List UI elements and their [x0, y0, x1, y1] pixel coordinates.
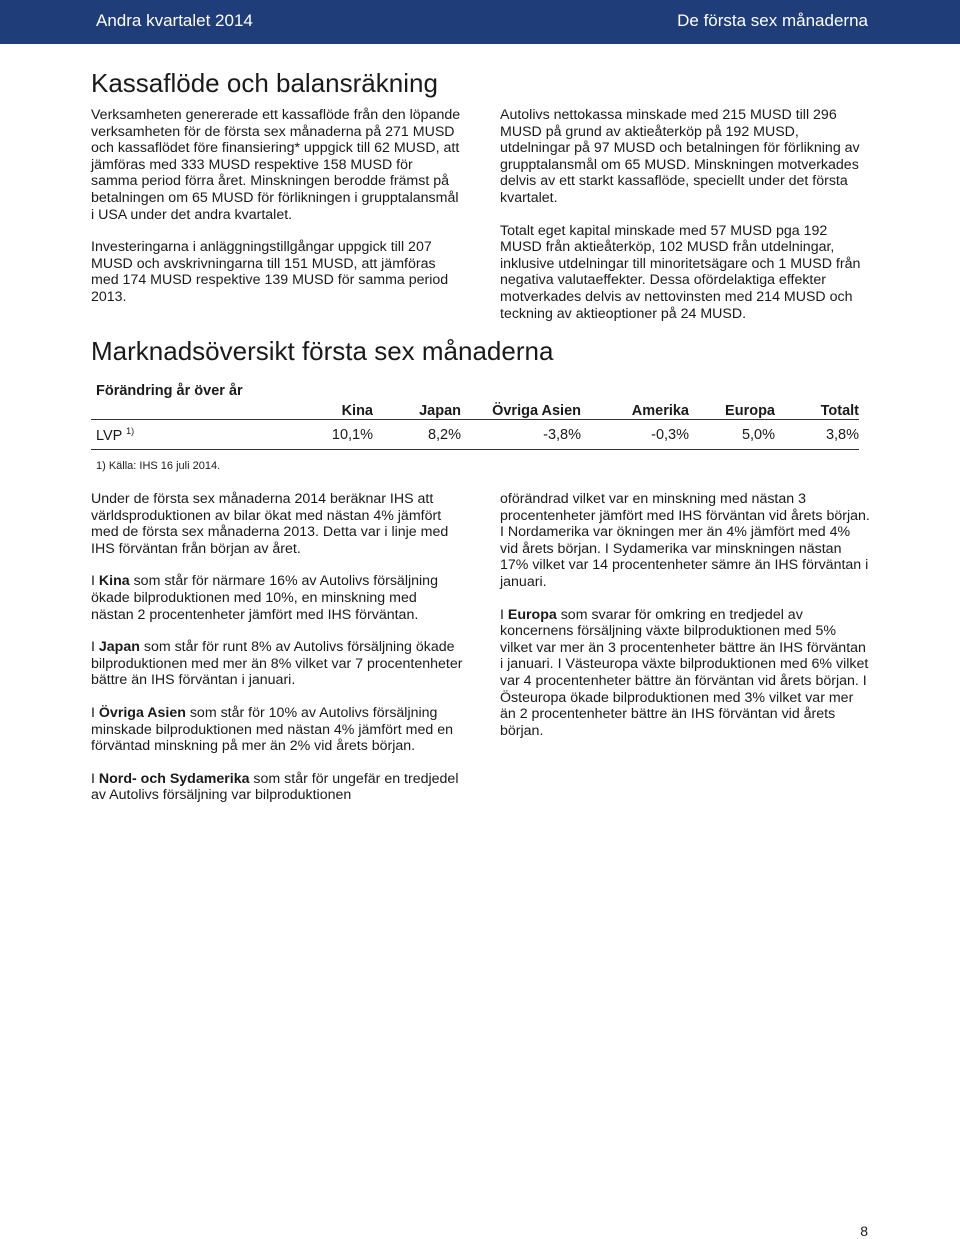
header-bar	[0, 0, 960, 44]
section-title-market: Marknadsöversikt första sex månaderna	[91, 336, 554, 366]
table-cell-ovriga-asien: -3,8%	[461, 420, 581, 450]
table-cell-japan: 8,2%	[373, 420, 461, 450]
market-change-table	[91, 398, 859, 450]
region-name-japan: Japan	[98, 639, 140, 656]
paragraph-europa	[500, 607, 872, 740]
page-number: 8	[860, 1223, 868, 1239]
column-header-kina: Kina	[211, 398, 373, 420]
table-cell-kina: 10,1%	[211, 420, 373, 450]
region-name-ovriga-asien: Övriga Asien	[98, 704, 186, 721]
footnote-marker: 1)	[126, 425, 135, 436]
paragraph-body: som står för ungefär en tredjedel av Autolivs försäljning var bilproduktionen	[91, 770, 459, 804]
region-name-europa: Europa	[507, 606, 557, 623]
paragraph-body: som står för närmare 16% av Autolivs försäljning ökade bilproduktionen med 10%, en minskning med nästan 2 procentenheter jämfört med IHS förväntan.	[91, 573, 438, 623]
table-row	[91, 420, 859, 450]
paragraph-body: som svarar för omkring en tredjedel av koncernens försäljning växte bilproduktionen med 5% vilket var mer än 3 procentenheter bättre än IHS förväntan i januari. I Västeuropa växte bilproduktionen med 6% vilket var 4 procentenheter bättre än förväntan vid årets början. I Östeuropa ökade bilproduktionen med 3% vilket var mer än 2 procentenheter bättre än IHS förväntan vid årets början.	[500, 606, 869, 739]
paragraph: oförändrad vilket var en minskning med nästan 3 procentenheter jämfört med IHS förväntan vid årets början. I Nordamerika var ökningen mer än 4% jämfört med 4% vid årets början. I Sydamerika var minskningen nästan 17% vilket var 14 procentenheter sämre än IHS förväntan i januari.	[500, 491, 870, 590]
paragraph-prefix: I	[500, 606, 508, 623]
table-cell-totalt: 3,8%	[775, 420, 859, 450]
paragraph-kina	[91, 573, 463, 623]
region-name-kina: Kina	[98, 573, 130, 590]
paragraph-prefix: I	[91, 770, 99, 787]
section-title-cashflow: Kassaflöde och balansräkning	[91, 68, 438, 98]
paragraph: Under de första sex månaderna 2014 beräknar IHS att världsproduktionen av bilar ökat med nästan 4% jämfört med de första sex månaderna 2013. Detta var i linje med IHS förväntan från början av året.	[91, 491, 449, 557]
report-period-label: Andra kvartalet 2014	[96, 11, 253, 30]
region-name-amerika: Nord- och Sydamerika	[98, 770, 250, 787]
column-header-ovriga-asien: Övriga Asien	[461, 398, 581, 420]
cashflow-column-right	[500, 107, 872, 338]
paragraph-japan	[91, 639, 463, 689]
table-footnote: 1) Källa: IHS 16 juli 2014.	[96, 460, 221, 472]
paragraph-prefix: I	[91, 704, 99, 721]
table-caption: Förändring år över år	[96, 383, 243, 399]
market-column-left	[91, 491, 463, 820]
table-header-row	[91, 398, 859, 420]
table-header-empty	[91, 398, 211, 420]
cashflow-column-left	[91, 107, 463, 322]
column-header-europa: Europa	[689, 398, 775, 420]
table-cell-europa: 5,0%	[689, 420, 775, 450]
paragraph-prefix: I	[91, 573, 99, 590]
paragraph-body: som står för runt 8% av Autolivs försäljning ökade bilproduktionen med mer än 8% vilket var 7 procentenheter bättre än IHS förväntan i januari.	[91, 639, 463, 689]
row-label-text: LVP	[96, 427, 123, 444]
report-section-label: De första sex månaderna	[677, 11, 868, 30]
paragraph: Investeringarna i anläggningstillgångar uppgick till 207 MUSD och avskrivningarna till 151 MUSD, att jämföras med 174 MUSD respektive 139 MUSD för samma period 2013.	[91, 239, 449, 305]
paragraph: Autolivs nettokassa minskade med 215 MUSD till 296 MUSD på grund av aktieåterköp på 192 MUSD, utdelningar på 97 MUSD och betalningen för förlikning av grupptalansmål om 65 MUSD. Minskningen motverkades delvis av ett starkt kassaflöde, speciellt under det första kvartalet.	[500, 107, 860, 206]
paragraph-prefix: I	[91, 639, 99, 656]
paragraph-amerika	[91, 771, 463, 804]
column-header-totalt: Totalt	[775, 398, 859, 420]
paragraph: Totalt eget kapital minskade med 57 MUSD pga 192 MUSD från aktieåterköp, 102 MUSD från utdelningar, inklusive utdelningar till minoritetsägare och 1 MUSD från negativa valutaeffekter. Dessa ofördelaktiga effekter motverkades delvis av nettovinsten med 214 MUSD och teckning av aktieoptioner på 24 MUSD.	[500, 222, 861, 322]
column-header-amerika: Amerika	[581, 398, 689, 420]
market-column-right	[500, 491, 872, 755]
row-label-lvp	[91, 420, 211, 450]
paragraph-ovriga-asien	[91, 705, 463, 755]
paragraph: Verksamheten genererade ett kassaflöde från den löpande verksamheten för de första sex månaderna på 271 MUSD och kassaflödet före finansiering* uppgick till 62 MUSD, att jämföras med 333 MUSD respektive 158 MUSD för samma period förra året. Minskningen berodde främst på betalningen om 65 MUSD för förlikningen i grupptalansmål i USA under det andra kvartalet.	[91, 107, 461, 223]
table-cell-amerika: -0,3%	[581, 420, 689, 450]
paragraph-body: som står för 10% av Autolivs försäljning minskade bilproduktionen med nästan 4% jämfört med en förväntad minskning på mer än 2% vid årets början.	[91, 704, 453, 755]
column-header-japan: Japan	[373, 398, 461, 420]
